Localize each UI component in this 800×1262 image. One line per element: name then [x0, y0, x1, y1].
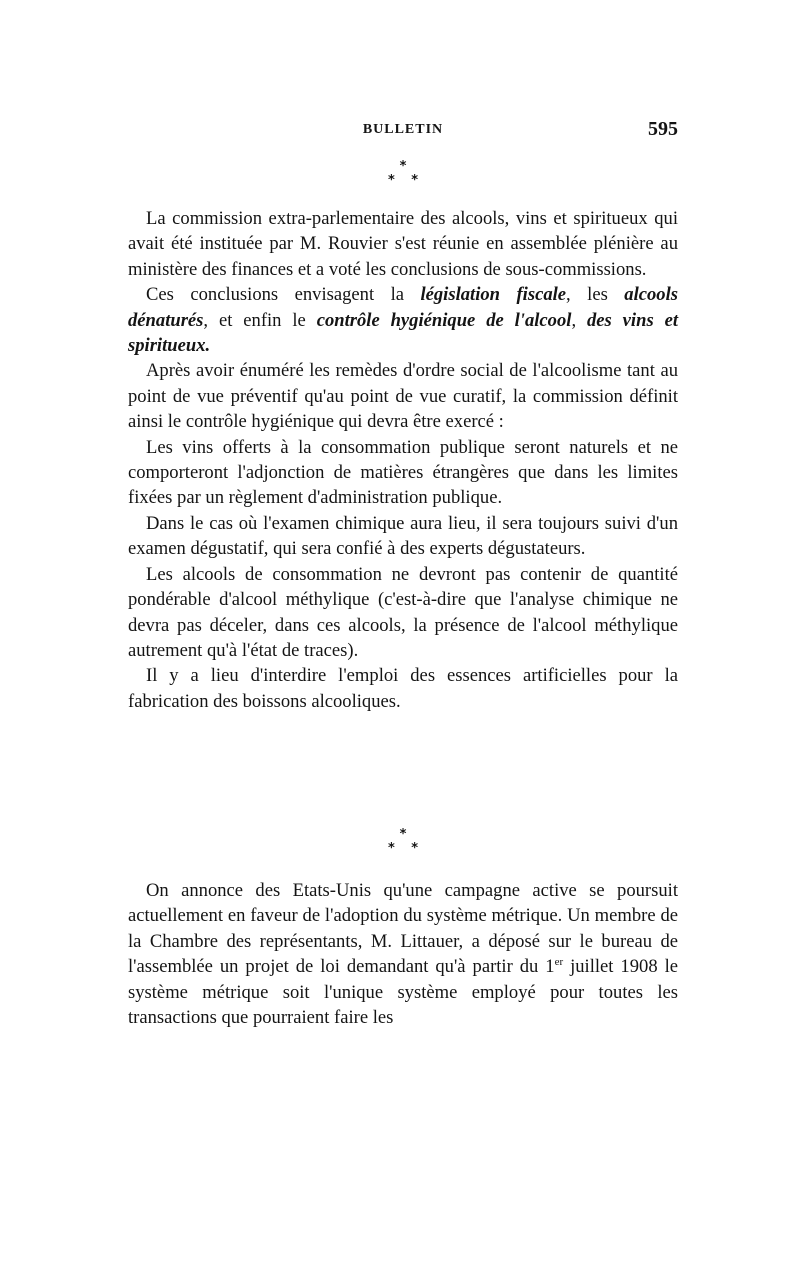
section-separator-asterism: [128, 160, 678, 194]
italic-term: alcools dénaturés: [128, 284, 678, 331]
news-item-alcohol-commission: [128, 206, 678, 714]
asterism-bottom-stars: * *: [387, 173, 425, 188]
paragraph: Après avoir énuméré les remèdes d'ordre social de l'alcoolisme tant au point de vue préventif qu'au point de vue curatif, la commission définit ainsi le contrôle hygiénique qui devra être exercé :: [128, 360, 678, 433]
asterism-bottom-stars: * *: [387, 841, 425, 856]
paragraph-text: Ces conclusions envisagent la: [146, 284, 421, 306]
paragraph-text: , les: [566, 284, 625, 306]
paragraph: La commission extra-parlementaire des alcools, vins et spiritueux qui avait été instituée par M. Rouvier s'est réunie en assemblée plénière au ministère des finances et a voté les conclusions de sous-commissions.: [128, 208, 678, 280]
italic-term: législation fiscale: [420, 284, 567, 306]
running-title: BULLETIN: [362, 122, 444, 137]
paragraph: Les vins offerts à la consommation publique seront naturels et ne comporteront l'adjonction de matières étrangères que dans les limites fixées par un règlement d'administration publique.: [128, 436, 678, 509]
paragraph-text: On annonce des Etats-Unis qu'une campagne active se poursuit actuellement en faveur de l'adoption du système métrique. Un membre de la Chambre des représentants, M. Littauer, a déposé sur le bureau de l'assemblée un projet de loi demandant qu'à partir du 1: [128, 880, 678, 978]
paragraph: [128, 878, 678, 1030]
paragraph: Dans le cas où l'examen chimique aura lieu, il sera toujours suivi d'un examen dégustatif, qui sera confié à des experts dégustateurs.: [128, 512, 678, 560]
paragraph: Les alcools de consommation ne devront pas contenir de quantité pondérable d'alcool méthylique (c'est-à-dire que l'analyse chimique ne devra pas déceler, dans ces alcools, la présence de l'alcool méthylique autrement qu'à l'état de traces).: [128, 563, 678, 661]
paragraph-text: ,: [571, 309, 587, 331]
paragraph-text: , et enfin le: [203, 309, 317, 331]
paragraph: [128, 282, 678, 358]
paragraph: Il y a lieu d'interdire l'emploi des essences artificielles pour la fabrication des boissons alcooliques.: [128, 665, 678, 712]
italic-term: contrôle hygiénique de l'alcool: [316, 309, 572, 331]
paragraph-text: juillet 1908 le système métrique soit l'unique système employé pour toutes les transactions que pourraient faire les: [128, 956, 678, 1029]
news-item-metric-system: [128, 878, 678, 1030]
asterism-top-star: *: [399, 159, 407, 174]
section-separator-asterism: [128, 828, 678, 862]
running-head: [128, 118, 678, 142]
asterism-top-star: *: [399, 827, 407, 842]
ordinal-superscript: er: [554, 956, 564, 969]
page-number: 595: [648, 118, 678, 140]
italic-term: des vins et spiritueux.: [128, 309, 678, 357]
